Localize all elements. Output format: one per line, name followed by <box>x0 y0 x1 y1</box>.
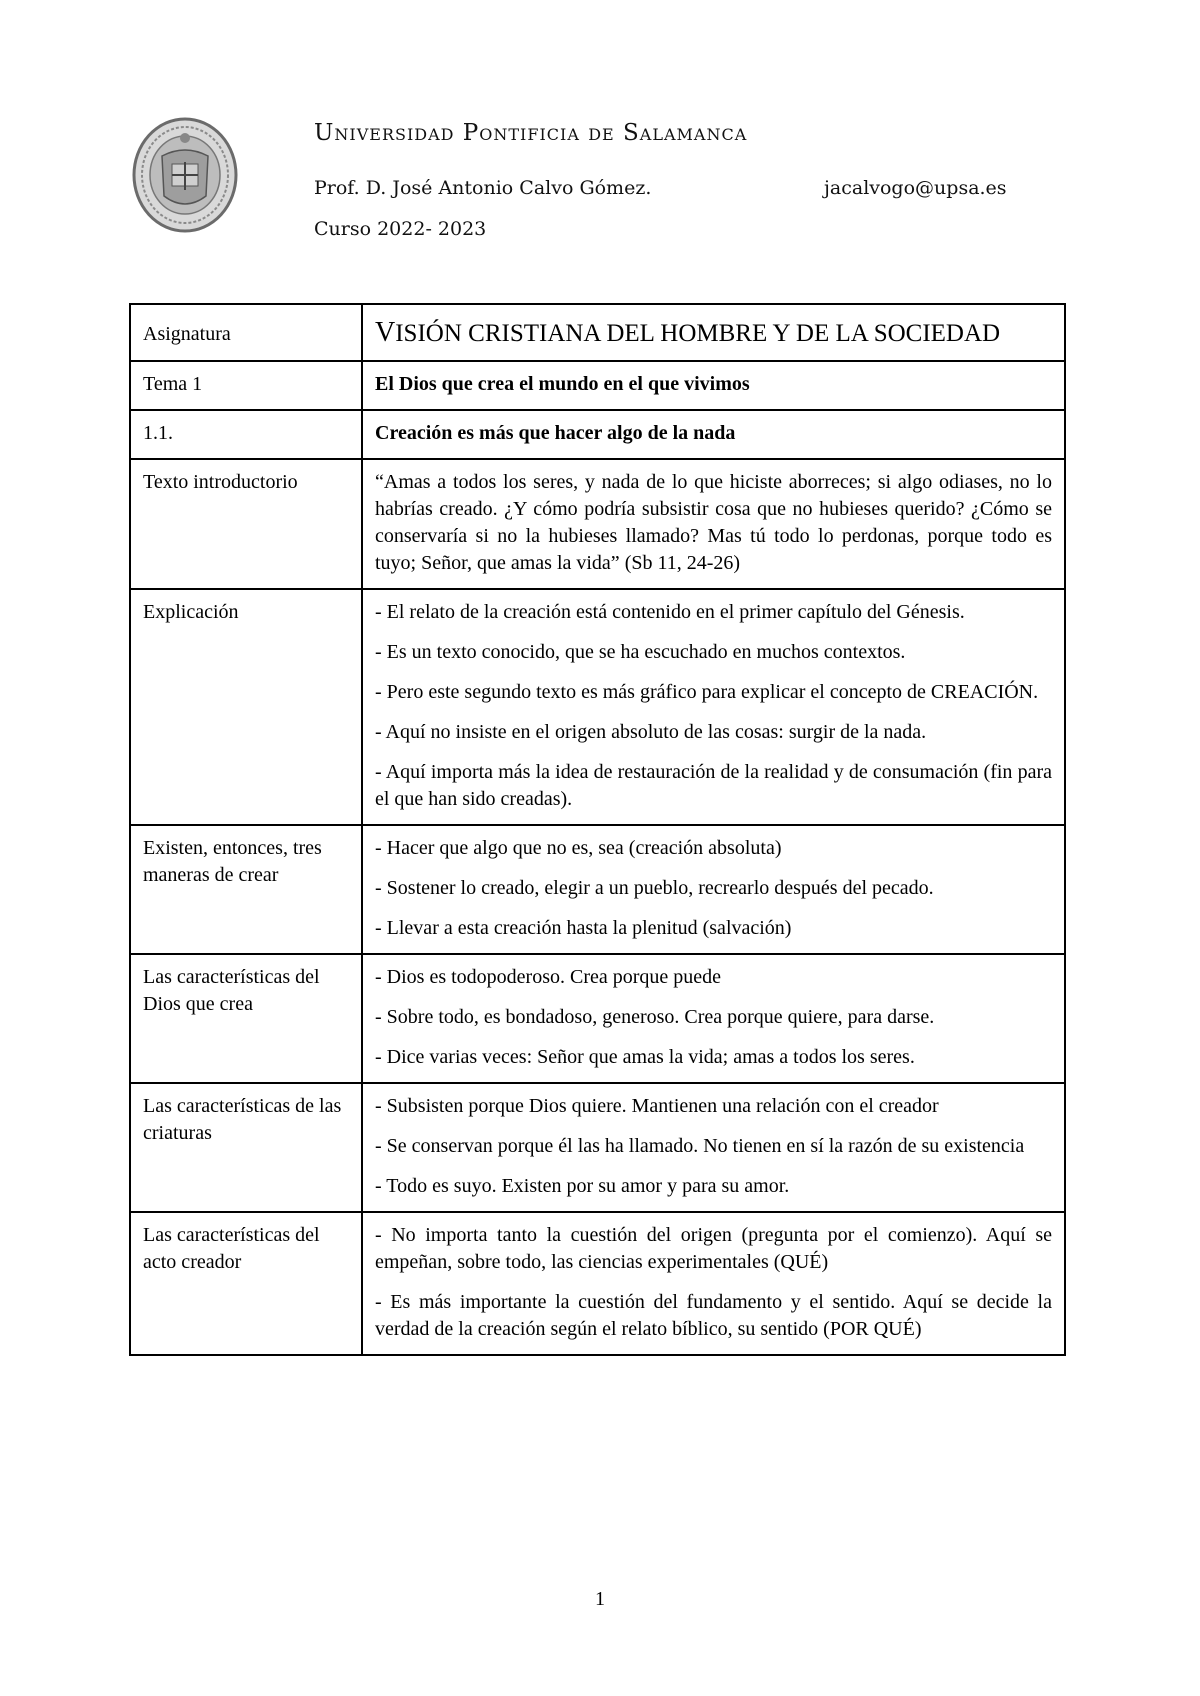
list-item: - Es un texto conocido, que se ha escuchado en muchos contextos. <box>375 641 906 663</box>
row-content <box>362 1083 1065 1212</box>
list-item: - Aquí importa más la idea de restauración de la realidad y de consumación (fin para el que han sido creadas). <box>375 761 1052 810</box>
tema-value: El Dios que crea el mundo en el que vivimos <box>362 361 1065 410</box>
page-number: 1 <box>595 1588 605 1610</box>
subject-label: Asignatura <box>130 304 362 361</box>
row-label: Explicación <box>130 589 362 825</box>
tema-label: Tema 1 <box>130 361 362 410</box>
list-item: - El relato de la creación está contenido en el primer capítulo del Génesis. <box>375 601 965 623</box>
professor-name: Prof. D. José Antonio Calvo Gómez. <box>314 177 652 199</box>
list-item: - Se conservan porque él las ha llamado. No tienen en sí la razón de su existencia <box>375 1135 1025 1157</box>
row-label: Las características del Dios que crea <box>130 954 362 1083</box>
row-label: Las características de las criaturas <box>130 1083 362 1212</box>
table-row <box>130 825 1065 954</box>
section-label: 1.1. <box>130 410 362 459</box>
table-row <box>130 1083 1065 1212</box>
professor-email: jacalvogo@upsa.es <box>824 177 1007 199</box>
list-item: - Subsisten porque Dios quiere. Mantienen una relación con el creador <box>375 1095 939 1117</box>
section-value: Creación es más que hacer algo de la nada <box>362 410 1065 459</box>
row-content <box>362 825 1065 954</box>
list-item: - Dios es todopoderoso. Crea porque puede <box>375 966 722 988</box>
row-content <box>362 589 1065 825</box>
table-row <box>130 1212 1065 1355</box>
subject-title-rest: ISIÓN CRISTIANA DEL HOMBRE Y DE LA SOCIEDAD <box>395 320 1001 347</box>
table-row <box>130 410 1065 459</box>
intro-text: “Amas a todos los seres, y nada de lo que hiciste aborreces; si algo odiases, no lo habrías creado. ¿Y cómo podría subsistir cosa que no hubieses querido? ¿Cómo se conservaría si no la hubieses llamado? Mas tú todo lo perdonas, porque todo es tuyo; Señor, que amas la vida” (Sb 11, 24-26) <box>362 459 1065 589</box>
list-item: - Llevar a esta creación hasta la plenitud (salvación) <box>375 917 792 939</box>
subject-title <box>362 304 1065 361</box>
list-item: - Aquí no insiste en el origen absoluto de las cosas: surgir de la nada. <box>375 721 927 743</box>
table-row <box>130 954 1065 1083</box>
list-item: - Sobre todo, es bondadoso, generoso. Crea porque quiere, para darse. <box>375 1006 935 1028</box>
table-row <box>130 304 1065 361</box>
university-name: Universidad Pontificia de Salamanca <box>314 120 748 146</box>
row-content <box>362 1212 1065 1355</box>
row-label: Existen, entonces, tres maneras de crear <box>130 825 362 954</box>
list-item: - Pero este segundo texto es más gráfico para explicar el concepto de CREACIÓN. <box>375 681 1039 703</box>
row-content <box>362 954 1065 1083</box>
course-year: Curso 2022- 2023 <box>314 218 487 240</box>
table-row <box>130 361 1065 410</box>
intro-label: Texto introductorio <box>130 459 362 589</box>
list-item: - Dice varias veces: Señor que amas la vida; amas a todos los seres. <box>375 1046 915 1068</box>
list-item: - Sostener lo creado, elegir a un pueblo, recrearlo después del pecado. <box>375 877 934 899</box>
university-seal-logo <box>132 116 238 234</box>
list-item: - Es más importante la cuestión del fundamento y el sentido. Aquí se decide la verdad de la creación según el relato bíblico, su sentido (POR QUÉ) <box>375 1291 1052 1340</box>
subject-title-initial: V <box>375 317 396 348</box>
table-row <box>130 589 1065 825</box>
list-item: - No importa tanto la cuestión del origen (pregunta por el comienzo). Aquí se empeñan, sobre todo, las ciencias experimentales (QUÉ) <box>375 1224 1052 1273</box>
list-item: - Hacer que algo que no es, sea (creación absoluta) <box>375 837 782 859</box>
row-label: Las características del acto creador <box>130 1212 362 1355</box>
table-row <box>130 459 1065 589</box>
course-table <box>129 303 1066 1356</box>
list-item: - Todo es suyo. Existen por su amor y para su amor. <box>375 1175 790 1197</box>
